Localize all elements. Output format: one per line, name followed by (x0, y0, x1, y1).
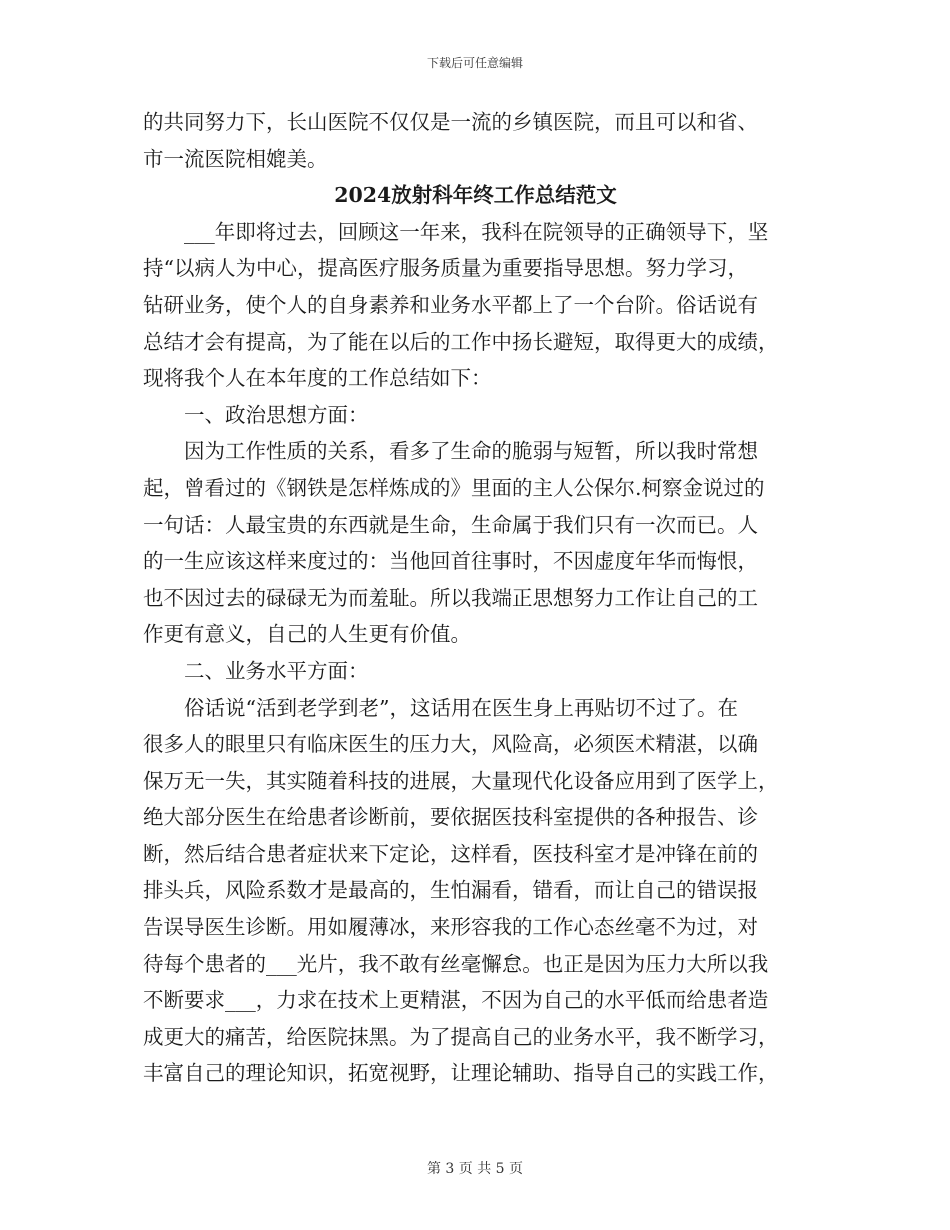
text-line: 很多人的眼里只有临床医生的压力大，风险高，必须医术精湛，以确 (143, 732, 758, 757)
text-line: 因为工作性质的关系，看多了生命的脆弱与短暂，所以我时常想 (184, 439, 758, 464)
text-line: 市一流医院相媲美。 (143, 146, 328, 171)
text-line: 持“以病人为中心，提高医疗服务质量为重要指导思想。努力学习， (143, 256, 748, 281)
text-line: 一句话：人最宝贵的东西就是生命，生命属于我们只有一次而已。人 (143, 512, 758, 537)
text-line: ___年即将过去，回顾这一年来，我科在院领导的正确领导下，坚 (184, 219, 769, 244)
text-line: 排头兵，风险系数才是最高的，生怕漏看，错看，而让自己的错误报 (143, 878, 758, 903)
text-line: 成更大的痛苦，给医院抹黑。为了提高自己的业务水平，我不断学习， (143, 1024, 779, 1049)
text-line: 现将我个人在本年度的工作总结如下： (143, 366, 492, 391)
text-line: 绝大部分医生在给患者诊断前，要依据医技科室提供的各种报告、诊 (143, 805, 758, 830)
text-line: 的一生应该这样来度过的：当他回首往事时，不因虚度年华而悔恨， (143, 549, 758, 574)
page-header: 下载后可任意编辑 (426, 56, 523, 70)
text-line: 起，曾看过的《钢铁是怎样炼成的》里面的主人公保尔.柯察金说过的 (143, 475, 765, 500)
section-title: 2024放射科年终工作总结范文 (334, 183, 617, 208)
text-line: 钻研业务，使个人的自身素养和业务水平都上了一个台阶。俗话说有 (143, 292, 758, 317)
text-line: 丰富自己的理论知识，拓宽视野，让理论辅助、指导自己的实践工作， (143, 1061, 779, 1086)
text-line: 一、政治思想方面： (184, 402, 369, 427)
page-footer: 第 3 页 共 5 页 (426, 1161, 524, 1177)
text-line: 待每个患者的___光片，我不敢有丝毫懈怠。也正是因为压力大所以我 (143, 951, 769, 976)
text-line: 保万无一失，其实随着科技的进展，大量现代化设备应用到了医学上， (143, 768, 779, 793)
text-line: 也不因过去的碌碌无为而羞耻。所以我端正思想努力工作让自己的工 (143, 585, 758, 610)
text-line: 二、业务水平方面： (184, 658, 369, 683)
text-line: 断，然后结合患者症状来下定论，这样看，医技科室才是冲锋在前的 (143, 841, 758, 866)
text-line: 的共同努力下，长山医院不仅仅是一流的乡镇医院，而且可以和省、 (143, 110, 758, 134)
text-line: 告误导医生诊断。用如履薄冰，来形容我的工作心态丝毫不为过，对 (143, 915, 758, 940)
text-line: 作更有意义，自己的人生更有价值。 (143, 622, 471, 647)
text-line: 俗话说“活到老学到老”，这话用在医生身上再贴切不过了。在 (184, 695, 738, 720)
document-body (143, 104, 808, 1092)
text-line: 不断要求___，力求在技术上更精湛，不因为自己的水平低而给患者造 (143, 988, 769, 1013)
text-line: 总结才会有提高，为了能在以后的工作中扬长避短，取得更大的成绩， (143, 329, 779, 354)
